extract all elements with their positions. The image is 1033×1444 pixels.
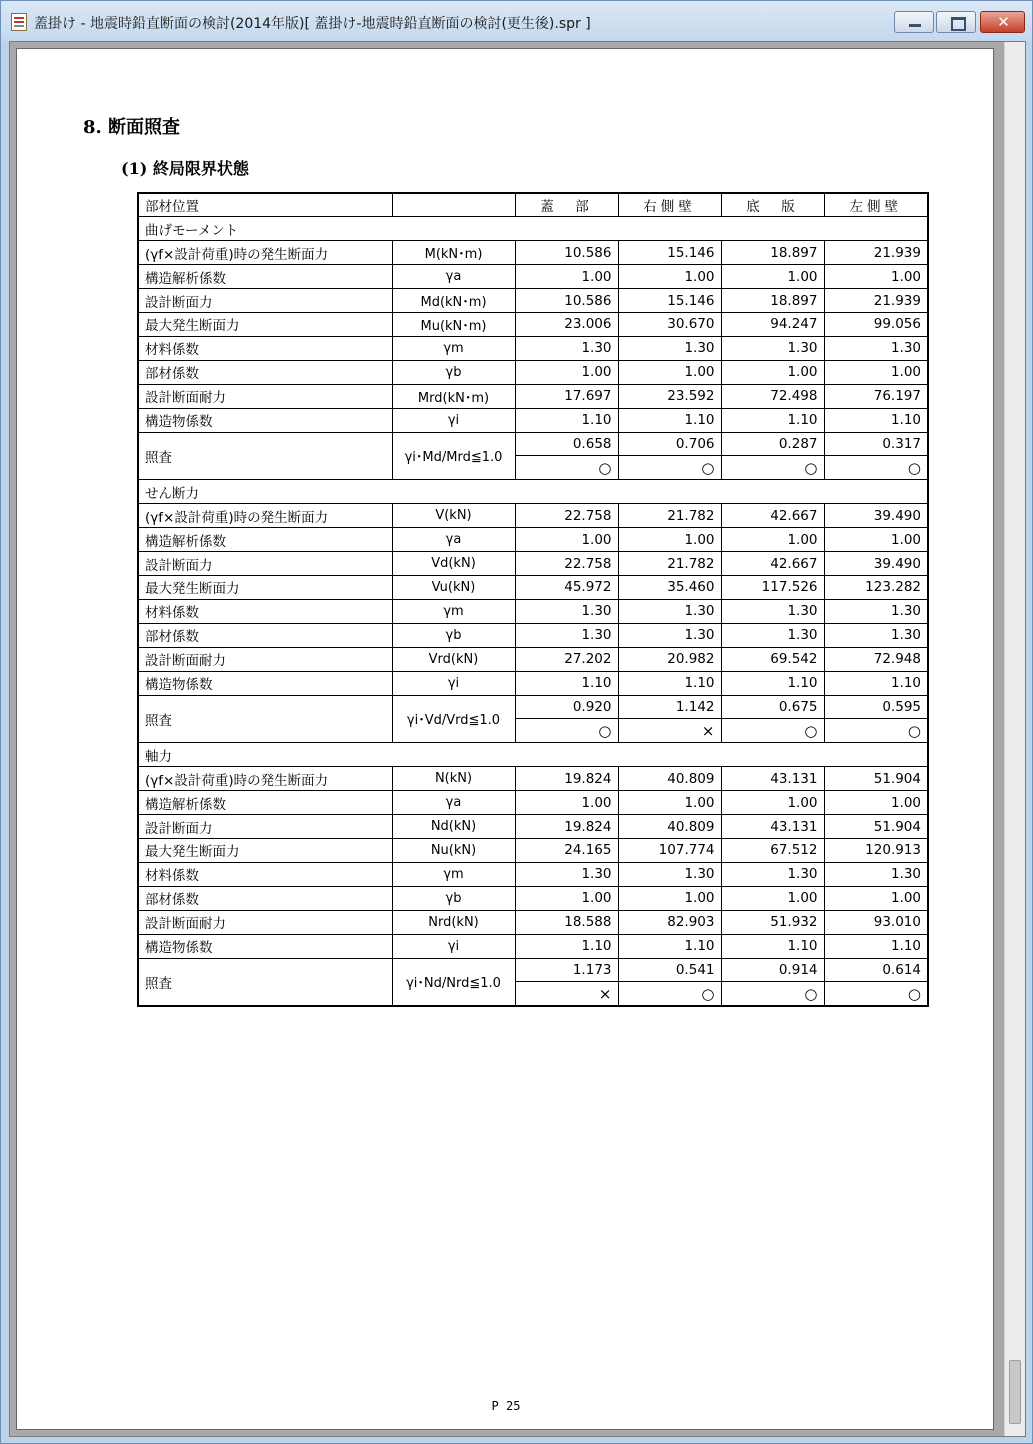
value-cell: 1.10 [721, 671, 824, 695]
value-cell: 1.30 [721, 623, 824, 647]
row-label: 設計断面力 [138, 289, 392, 313]
report-page [16, 48, 994, 1430]
check-result-mark: ○ [618, 982, 721, 1006]
value-cell: 99.056 [824, 313, 928, 337]
value-cell: 67.512 [721, 838, 824, 862]
row-unit: Vrd(kN) [392, 647, 515, 671]
value-cell: 40.809 [618, 815, 721, 839]
row-label: 部材係数 [138, 886, 392, 910]
value-cell: 117.526 [721, 576, 824, 600]
table-row [138, 336, 928, 360]
table-row [138, 838, 928, 862]
value-cell: 1.30 [618, 336, 721, 360]
value-cell: 1.00 [721, 360, 824, 384]
row-label: 材料係数 [138, 862, 392, 886]
subsection-heading: (1) 終局限界状態 [121, 159, 249, 178]
row-label: 設計断面力 [138, 552, 392, 576]
value-cell: 1.00 [618, 791, 721, 815]
section-check-table [137, 192, 929, 1007]
value-cell: 1.00 [824, 265, 928, 289]
value-cell: 1.00 [515, 886, 618, 910]
value-cell: 1.10 [721, 934, 824, 958]
value-cell: 1.30 [515, 336, 618, 360]
value-cell: 1.30 [721, 336, 824, 360]
value-cell: 51.904 [824, 815, 928, 839]
value-cell: 1.00 [515, 265, 618, 289]
row-unit: V(kN) [392, 504, 515, 528]
value-cell: 1.30 [515, 862, 618, 886]
header-cell-bottom-slab: 底 版 [721, 193, 824, 217]
row-unit: γm [392, 862, 515, 886]
value-cell: 1.30 [824, 336, 928, 360]
check-result-mark: ○ [721, 456, 824, 480]
row-unit: γi [392, 934, 515, 958]
value-cell: 76.197 [824, 384, 928, 408]
value-cell: 39.490 [824, 504, 928, 528]
value-cell: 1.10 [515, 671, 618, 695]
row-unit: Nu(kN) [392, 838, 515, 862]
value-cell: 72.498 [721, 384, 824, 408]
value-cell: 43.131 [721, 767, 824, 791]
table-row [138, 934, 928, 958]
value-cell: 1.10 [721, 408, 824, 432]
minimize-button[interactable] [894, 11, 934, 33]
value-cell: 42.667 [721, 504, 824, 528]
section-title-row [138, 743, 928, 767]
value-cell: 35.460 [618, 576, 721, 600]
check-result-mark: ○ [824, 719, 928, 743]
table-row [138, 552, 928, 576]
row-unit: γm [392, 336, 515, 360]
check-result-mark: ○ [515, 456, 618, 480]
table-row [138, 408, 928, 432]
table-row [138, 623, 928, 647]
value-cell: 23.592 [618, 384, 721, 408]
table-row [138, 576, 928, 600]
table-row [138, 528, 928, 552]
check-ratio-cell: 1.173 [515, 958, 618, 982]
row-label: 部材係数 [138, 623, 392, 647]
value-cell: 30.670 [618, 313, 721, 337]
table-row [138, 504, 928, 528]
check-label: 照査 [138, 958, 392, 1006]
row-unit: γa [392, 791, 515, 815]
value-cell: 1.00 [721, 265, 824, 289]
value-cell: 1.10 [824, 934, 928, 958]
value-cell: 42.667 [721, 552, 824, 576]
maximize-button[interactable] [936, 11, 976, 33]
row-unit: γm [392, 599, 515, 623]
row-unit: N(kN) [392, 767, 515, 791]
value-cell: 1.10 [618, 671, 721, 695]
value-cell: 19.824 [515, 815, 618, 839]
value-cell: 1.30 [824, 599, 928, 623]
row-unit: Mrd(kN･m) [392, 384, 515, 408]
value-cell: 1.00 [618, 360, 721, 384]
row-unit: Vu(kN) [392, 576, 515, 600]
row-label: (γf×設計荷重)時の発生断面力 [138, 767, 392, 791]
section-title: 軸力 [138, 743, 928, 767]
value-cell: 27.202 [515, 647, 618, 671]
value-cell: 123.282 [824, 576, 928, 600]
table-row [138, 360, 928, 384]
value-cell: 22.758 [515, 552, 618, 576]
table-row [138, 647, 928, 671]
value-cell: 1.10 [515, 408, 618, 432]
value-cell: 24.165 [515, 838, 618, 862]
section-title-row [138, 480, 928, 504]
value-cell: 1.00 [515, 528, 618, 552]
value-cell: 18.897 [721, 241, 824, 265]
value-cell: 1.00 [824, 360, 928, 384]
check-result-mark: ○ [721, 719, 824, 743]
value-cell: 21.939 [824, 289, 928, 313]
check-formula: γi･Md/Mrd≦1.0 [392, 432, 515, 480]
value-cell: 1.00 [824, 528, 928, 552]
check-result-mark: × [515, 982, 618, 1006]
row-unit: M(kN･m) [392, 241, 515, 265]
value-cell: 21.782 [618, 504, 721, 528]
value-cell: 1.10 [824, 408, 928, 432]
value-cell: 120.913 [824, 838, 928, 862]
value-cell: 72.948 [824, 647, 928, 671]
document-icon[interactable] [11, 13, 27, 31]
row-label: 構造物係数 [138, 671, 392, 695]
value-cell: 45.972 [515, 576, 618, 600]
value-cell: 15.146 [618, 241, 721, 265]
value-cell: 1.30 [824, 623, 928, 647]
value-cell: 1.10 [824, 671, 928, 695]
section-title: 曲げモーメント [138, 217, 928, 241]
value-cell: 18.897 [721, 289, 824, 313]
check-row [138, 432, 928, 456]
value-cell: 23.006 [515, 313, 618, 337]
value-cell: 1.30 [721, 862, 824, 886]
row-label: 部材係数 [138, 360, 392, 384]
value-cell: 1.30 [824, 862, 928, 886]
close-button[interactable] [980, 11, 1025, 33]
header-cell-position: 部材位置 [138, 193, 392, 217]
table-row [138, 384, 928, 408]
value-cell: 1.00 [721, 528, 824, 552]
table-row [138, 910, 928, 934]
value-cell: 10.586 [515, 241, 618, 265]
value-cell: 19.824 [515, 767, 618, 791]
check-ratio-cell: 0.287 [721, 432, 824, 456]
header-cell-unit [392, 193, 515, 217]
value-cell: 51.904 [824, 767, 928, 791]
check-result-mark: ○ [618, 456, 721, 480]
row-label: 最大発生断面力 [138, 313, 392, 337]
check-row [138, 695, 928, 719]
value-cell: 17.697 [515, 384, 618, 408]
row-unit: Nd(kN) [392, 815, 515, 839]
table-row [138, 767, 928, 791]
value-cell: 10.586 [515, 289, 618, 313]
value-cell: 1.30 [721, 599, 824, 623]
section-heading: 8. 断面照査 [83, 117, 181, 138]
header-cell-lid: 蓋 部 [515, 193, 618, 217]
check-label: 照査 [138, 695, 392, 743]
value-cell: 1.00 [515, 360, 618, 384]
value-cell: 18.588 [515, 910, 618, 934]
table-row [138, 671, 928, 695]
table-header-row [138, 193, 928, 217]
row-unit: Mu(kN･m) [392, 313, 515, 337]
row-unit: Md(kN･m) [392, 289, 515, 313]
row-label: 材料係数 [138, 336, 392, 360]
check-ratio-cell: 0.920 [515, 695, 618, 719]
row-unit: γi [392, 408, 515, 432]
row-label: 最大発生断面力 [138, 576, 392, 600]
check-label: 照査 [138, 432, 392, 480]
row-label: 構造物係数 [138, 408, 392, 432]
check-result-mark: ○ [824, 456, 928, 480]
value-cell: 1.00 [721, 791, 824, 815]
check-result-mark: × [618, 719, 721, 743]
value-cell: 1.10 [515, 934, 618, 958]
value-cell: 1.00 [824, 791, 928, 815]
row-unit: γi [392, 671, 515, 695]
value-cell: 1.00 [618, 265, 721, 289]
row-label: (γf×設計荷重)時の発生断面力 [138, 241, 392, 265]
table-row [138, 313, 928, 337]
value-cell: 51.932 [721, 910, 824, 934]
window-title: 蓋掛け - 地震時鉛直断面の検討(2014年版)[ 蓋掛け-地震時鉛直断面の検討(更生後).spr ] [34, 16, 591, 32]
check-result-mark: ○ [721, 982, 824, 1006]
row-unit: Vd(kN) [392, 552, 515, 576]
check-ratio-cell: 0.595 [824, 695, 928, 719]
row-label: 構造解析係数 [138, 265, 392, 289]
header-cell-left-wall: 左側壁 [824, 193, 928, 217]
check-ratio-cell: 0.541 [618, 958, 721, 982]
value-cell: 107.774 [618, 838, 721, 862]
row-label: 材料係数 [138, 599, 392, 623]
value-cell: 1.30 [515, 599, 618, 623]
value-cell: 1.00 [618, 886, 721, 910]
row-label: 設計断面耐力 [138, 384, 392, 408]
check-formula: γi･Vd/Vrd≦1.0 [392, 695, 515, 743]
table-row [138, 265, 928, 289]
check-result-mark: ○ [515, 719, 618, 743]
row-label: 設計断面耐力 [138, 647, 392, 671]
value-cell: 1.00 [721, 886, 824, 910]
check-ratio-cell: 0.675 [721, 695, 824, 719]
table-row [138, 289, 928, 313]
value-cell: 39.490 [824, 552, 928, 576]
table-row [138, 886, 928, 910]
table-body [138, 193, 928, 1006]
row-unit: γa [392, 528, 515, 552]
value-cell: 1.30 [618, 623, 721, 647]
vertical-scrollbar[interactable] [1004, 42, 1025, 1436]
value-cell: 1.00 [618, 528, 721, 552]
value-cell: 20.982 [618, 647, 721, 671]
row-label: 設計断面力 [138, 815, 392, 839]
scrollbar-thumb[interactable] [1009, 1360, 1021, 1424]
check-ratio-cell: 0.614 [824, 958, 928, 982]
table-row [138, 815, 928, 839]
table-row [138, 241, 928, 265]
check-ratio-cell: 0.317 [824, 432, 928, 456]
row-label: 設計断面耐力 [138, 910, 392, 934]
value-cell: 94.247 [721, 313, 824, 337]
row-label: 構造解析係数 [138, 528, 392, 552]
check-ratio-cell: 0.658 [515, 432, 618, 456]
check-formula: γi･Nd/Nrd≦1.0 [392, 958, 515, 1006]
value-cell: 82.903 [618, 910, 721, 934]
section-title-row [138, 217, 928, 241]
document-viewport [9, 41, 1026, 1437]
check-ratio-cell: 0.706 [618, 432, 721, 456]
row-unit: γb [392, 623, 515, 647]
value-cell: 22.758 [515, 504, 618, 528]
value-cell: 69.542 [721, 647, 824, 671]
value-cell: 21.782 [618, 552, 721, 576]
row-unit: γa [392, 265, 515, 289]
value-cell: 1.30 [515, 623, 618, 647]
value-cell: 1.00 [515, 791, 618, 815]
table-row [138, 791, 928, 815]
row-unit: γb [392, 360, 515, 384]
value-cell: 15.146 [618, 289, 721, 313]
row-unit: γb [392, 886, 515, 910]
row-label: (γf×設計荷重)時の発生断面力 [138, 504, 392, 528]
value-cell: 1.10 [618, 934, 721, 958]
section-title: せん断力 [138, 480, 928, 504]
value-cell: 1.30 [618, 599, 721, 623]
table-row [138, 862, 928, 886]
value-cell: 93.010 [824, 910, 928, 934]
row-label: 構造物係数 [138, 934, 392, 958]
value-cell: 43.131 [721, 815, 824, 839]
row-label: 構造解析係数 [138, 791, 392, 815]
row-label: 最大発生断面力 [138, 838, 392, 862]
value-cell: 40.809 [618, 767, 721, 791]
value-cell: 1.30 [618, 862, 721, 886]
value-cell: 21.939 [824, 241, 928, 265]
check-ratio-cell: 1.142 [618, 695, 721, 719]
check-result-mark: ○ [824, 982, 928, 1006]
value-cell: 1.10 [618, 408, 721, 432]
table-row [138, 599, 928, 623]
header-cell-right-wall: 右側壁 [618, 193, 721, 217]
check-ratio-cell: 0.914 [721, 958, 824, 982]
check-row [138, 958, 928, 982]
value-cell: 1.00 [824, 886, 928, 910]
row-unit: Nrd(kN) [392, 910, 515, 934]
page-number: P 25 [491, 1399, 521, 1413]
title-bar[interactable] [1, 1, 1032, 41]
